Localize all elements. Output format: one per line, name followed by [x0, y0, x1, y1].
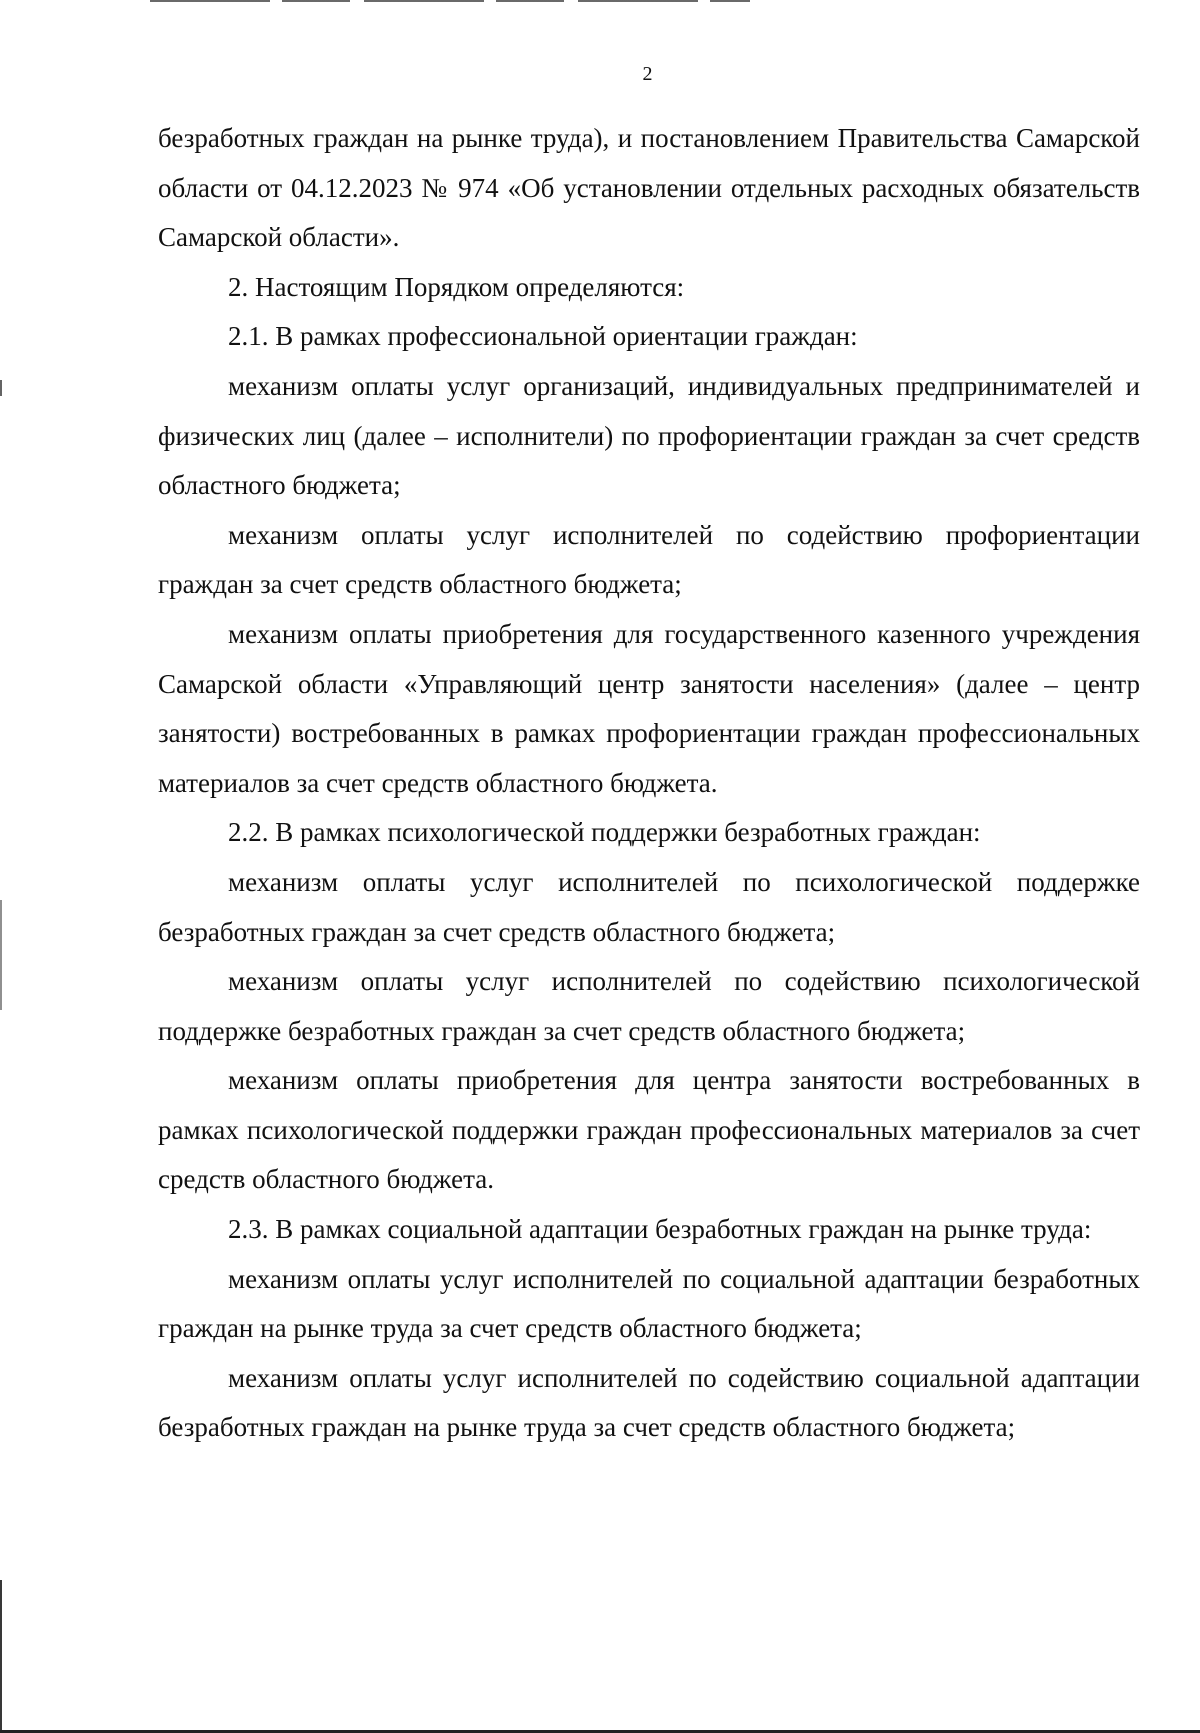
paragraph-list-item: механизм оплаты услуг исполнителей по содействию социальной адаптации безработных граждан на рынке труда за счет средств областного бюджета; [158, 1362, 1140, 1443]
paragraph-list-item: механизм оплаты услуг исполнителей по содействию профориентации граждан за счет средств областного бюджета; [158, 519, 1140, 600]
paragraph-list-item: механизм оплаты услуг исполнителей по содействию психологической поддержке безработных граждан за счет средств областного бюджета; [158, 966, 1140, 1046]
scan-edge-left-mark [0, 380, 2, 396]
scan-edge-left-mark [0, 1580, 2, 1733]
paragraph-section-2-3: 2.3. В рамках социальной адаптации безработных граждан на рынке труда: [228, 1214, 1092, 1245]
paragraph-list-item: механизм оплаты услуг исполнителей по социальной адаптации безработных граждан на рынке труда за счет средств областного бюджета; [158, 1263, 1140, 1344]
paragraph-section-2-1: 2.1. В рамках профессиональной ориентации граждан: [228, 321, 858, 352]
paragraph-list-item: механизм оплаты услуг организаций, индивидуальных предпринимателей и физических лиц (далее – исполнители) по профориентации граждан за счет средств областного бюджета; [158, 370, 1140, 501]
page-number: 2 [642, 63, 653, 85]
document-body [158, 114, 1140, 1453]
paragraph-section-2: 2. Настоящим Порядком определяются: [228, 271, 685, 302]
scan-edge-left-mark [0, 900, 2, 1010]
paragraph-list-item: механизм оплаты услуг исполнителей по психологической поддержке безработных граждан за счет средств областного бюджета; [158, 866, 1140, 947]
paragraph-list-item: механизм оплаты приобретения для центра занятости востребованных в рамках психологической поддержки граждан профессиональных материалов за счет средств областного бюджета. [158, 1065, 1140, 1195]
paragraph-section-2-2: 2.2. В рамках психологической поддержки безработных граждан: [228, 817, 981, 848]
paragraph-list-item: механизм оплаты приобретения для государственного казенного учреждения Самарской области «Управляющий центр занятости населения» (далее – центр занятости) востребованных в рамках профориентации граждан профессиональных материалов за счет средств областного бюджета. [158, 618, 1140, 798]
scan-edge-top [150, 0, 750, 2]
paragraph-continuation: безработных граждан на рынке труда), и постановлением Правительства Самарской области от 04.12.2023 № 974 «Об установлении отдельных расходных обязательств Самарской области». [158, 123, 1140, 253]
